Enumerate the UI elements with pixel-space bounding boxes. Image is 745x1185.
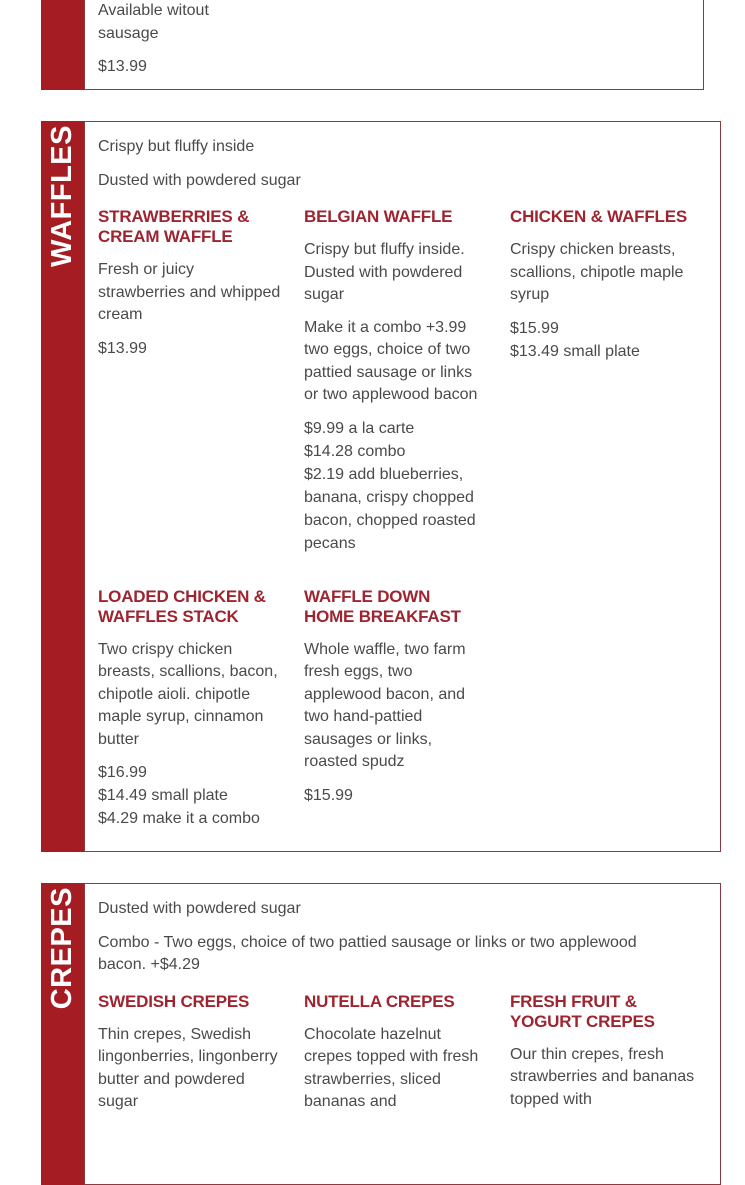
item-description: Thin crepes, Swedish lingonberries, lingonberry butter and powdered sugar bbox=[98, 1025, 278, 1110]
item-description: Whole waffle, two farm fresh eggs, two applewood bacon, and two hand-pattied sausages or links, roasted spudz bbox=[304, 640, 466, 770]
item-price: $14.28 combo bbox=[304, 442, 406, 460]
item-price: $2.19 add blueberries, banana, crispy chopped bacon, chopped roasted pecans bbox=[304, 465, 476, 552]
item-name: WAFFLE DOWN HOME BREAKFAST bbox=[304, 586, 461, 626]
section-intro-line: Combo - Two eggs, choice of two pattied sausage or links or two applewood bacon. +$4.29 bbox=[98, 933, 637, 973]
section-intro-line: Crispy but fluffy inside bbox=[98, 138, 255, 155]
menu-item-chicken-and-waffles bbox=[510, 207, 700, 555]
item-description: Crispy chicken breasts, scallions, chipotle maple syrup bbox=[510, 241, 684, 303]
item-description: Crispy but fluffy inside. Dusted with powdered sugar bbox=[304, 241, 465, 303]
menu-section-waffles bbox=[41, 121, 704, 852]
item-price: $16.99 bbox=[98, 764, 147, 781]
section-intro-line: Dusted with powdered sugar bbox=[98, 171, 301, 189]
menu-item-belgian-waffle bbox=[304, 207, 494, 555]
item-name: SWEDISH CREPES bbox=[98, 991, 250, 1011]
menu-items-grid bbox=[98, 207, 700, 830]
item-price: $15.99 bbox=[510, 319, 559, 337]
item-price: $4.29 make it a combo bbox=[98, 810, 260, 827]
item-name: CHICKEN & WAFFLES bbox=[510, 207, 687, 226]
menu-item-strawberries-cream-waffle bbox=[98, 207, 288, 555]
section-title-waffles: WAFFLES bbox=[46, 125, 78, 268]
menu-item-waffle-down-home-breakfast bbox=[304, 587, 494, 831]
item-name: BELGIAN WAFFLE bbox=[304, 207, 453, 226]
section-intro-line: Dusted with powdered sugar bbox=[98, 900, 301, 917]
item-prices bbox=[304, 784, 494, 807]
section-strip bbox=[41, 121, 84, 852]
item-price: $13.49 small plate bbox=[510, 342, 640, 360]
item-description: Two crispy chicken breasts, scallions, bacon, chipotle aioli. chipotle maple syrup, cinnamon butter bbox=[98, 640, 278, 748]
item-name: STRAWBERRIES & CREAM WAFFLE bbox=[98, 207, 250, 246]
item-description: Fresh or juicy strawberries and whipped cream bbox=[98, 261, 281, 323]
menu-card-waffles bbox=[84, 121, 721, 852]
menu-section-partial bbox=[41, 0, 704, 90]
item-price: $15.99 bbox=[304, 786, 353, 804]
item-prices bbox=[510, 317, 700, 363]
item-description: Chocolate hazelnut crepes topped with fresh strawberries, sliced bananas and bbox=[304, 1025, 479, 1110]
menu-item-partial bbox=[98, 0, 683, 78]
item-price: $9.99 a la carte bbox=[304, 419, 415, 437]
item-description: Our thin crepes, fresh strawberries and bananas topped with bbox=[510, 1045, 695, 1108]
menu-section-crepes bbox=[41, 883, 704, 1185]
menu-item-fresh-fruit-yogurt-crepes bbox=[510, 992, 700, 1124]
menu-item-loaded-chicken-waffles-stack bbox=[98, 587, 288, 831]
item-price: $13.99 bbox=[98, 339, 147, 357]
item-name: NUTELLA CREPES bbox=[304, 991, 455, 1011]
item-prices bbox=[304, 417, 494, 555]
item-prices bbox=[98, 761, 288, 830]
item-prices bbox=[98, 337, 288, 360]
section-strip bbox=[41, 883, 84, 1185]
section-strip bbox=[41, 0, 84, 90]
menu-card-partial bbox=[84, 0, 704, 90]
menu-item-nutella-crepes bbox=[304, 992, 494, 1124]
menu-items-grid bbox=[98, 992, 700, 1124]
item-name: LOADED CHICKEN & WAFFLES STACK bbox=[98, 586, 266, 626]
menu-card-crepes bbox=[84, 883, 721, 1185]
item-price: $14.49 small plate bbox=[98, 787, 228, 804]
item-name: FRESH FRUIT & YOGURT CREPES bbox=[510, 991, 655, 1031]
item-prices bbox=[98, 55, 683, 78]
item-price: $13.99 bbox=[98, 58, 147, 75]
item-description: Make it a combo +3.99 two eggs, choice of two pattied sausage or links or two applewood bacon bbox=[304, 318, 478, 403]
section-title-crepes: CREPES bbox=[46, 887, 78, 1010]
menu-item-swedish-crepes bbox=[98, 992, 288, 1124]
item-description: Available witout sausage bbox=[98, 2, 209, 42]
